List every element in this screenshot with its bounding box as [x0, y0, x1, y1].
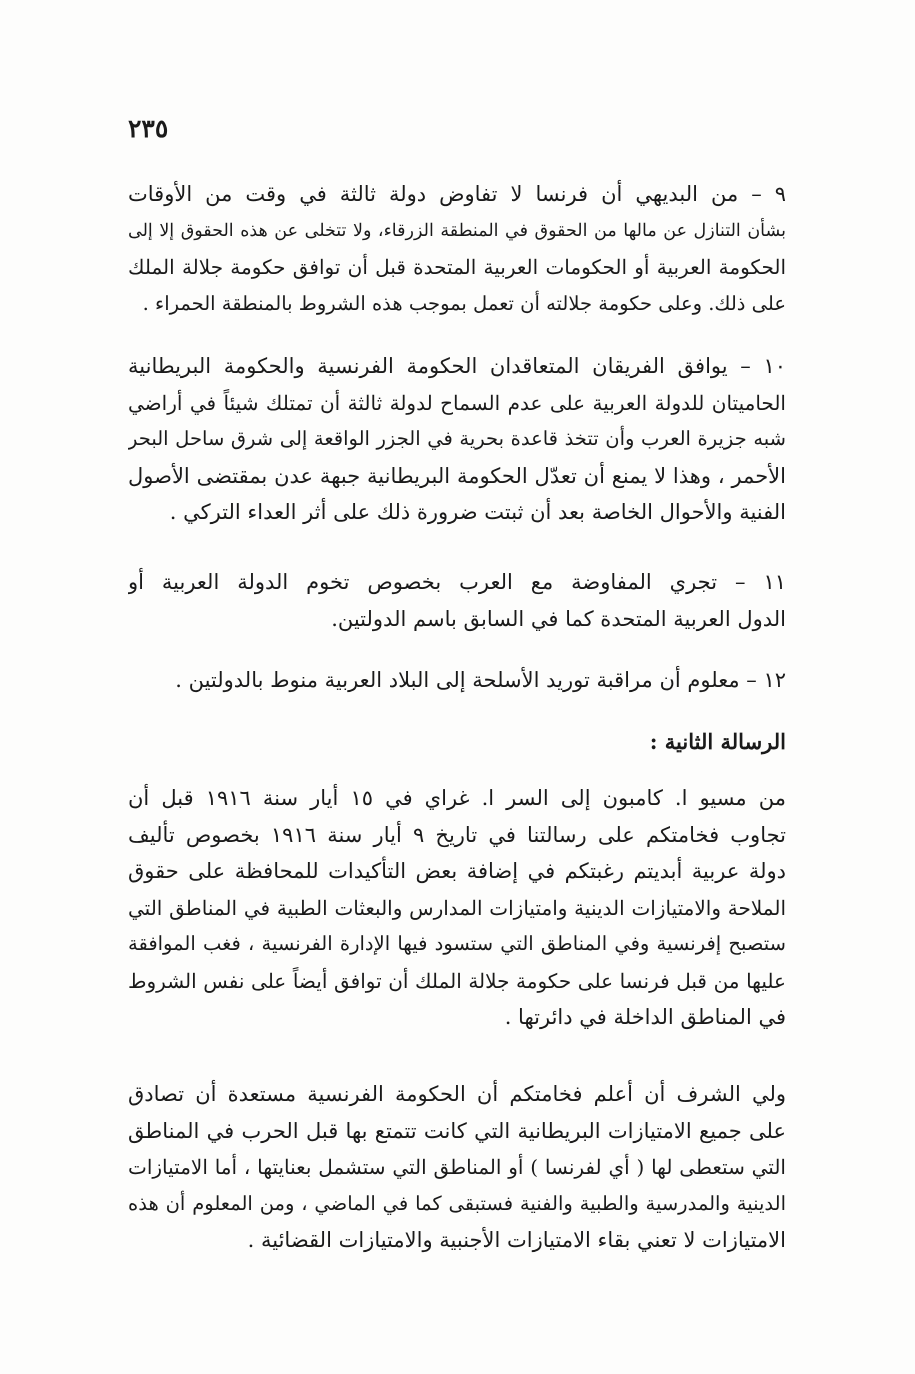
text-line: ٩ً – من البديهي أن فرنسا لا تفاوض دولة ثالثة في وقت من الأوقات	[128, 182, 786, 206]
text-line: عليها من قبل فرنسا على حكومة جلالة الملك أن توافق أيضاً على نفس الشروط	[128, 968, 786, 993]
paragraph-letter-body	[128, 780, 786, 1036]
text-line: التي ستعطى لها ( أي لفرنسا ) أو المناطق التي ستشمل بعنايتها ، أما الامتيازات	[128, 1155, 786, 1179]
paragraph-closing	[128, 1076, 786, 1259]
text-line: ستصبح إفرنسية وفي المناطق التي ستسود فيها الإدارة الفرنسية ، فغب الموافقة	[128, 932, 786, 955]
text-line: على جميع الامتيازات البريطانية التي كانت تتمتع بها قبل الحرب في المناطق	[128, 1118, 786, 1143]
text-line: الحاميتان للدولة العربية على عدم السماح لدولة ثالثة أن تمتلك شيئاً في أراضي	[128, 390, 786, 415]
text-line: الدول العربية المتحدة كما في السابق باسم الدولتين.	[331, 606, 786, 631]
paragraph-item-10	[128, 348, 786, 531]
text-line: دولة عربية أبديتم رغبتكم في إضافة بعض التأكيدات للمحافظة على حقوق	[128, 859, 786, 883]
paragraph-item-9	[128, 176, 786, 322]
text-line: تجاوب فخامتكم على رسالتنا في تاريخ ٩ أيار سنة ١٩١٦ بخصوص تأليف	[128, 822, 786, 847]
page-number: ٢٣٥	[128, 114, 169, 143]
text-line: الدينية والمدرسية والطبية والفنية فستبقى كما في الماضي ، ومن المعلوم أن هذه	[128, 1191, 786, 1215]
paragraph-item-12	[128, 662, 786, 699]
text-line: ١٢ً – معلوم أن مراقبة توريد الأسلحة إلى البلاد العربية منوط بالدولتين .	[175, 668, 786, 692]
text-line: شبه جزيرة العرب وأن تتخذ قاعدة بحرية في الجزر الواقعة إلى شرق ساحل البحر	[128, 427, 786, 450]
text-line: على ذلك. وعلى حكومة جلالته أن تعمل بموجب هذه الشروط بالمنطقة الحمراء .	[142, 291, 786, 315]
text-line: الفنية والأحوال الخاصة بعد أن ثبتت ضرورة ذلك على أثر العداء التركي .	[169, 500, 786, 524]
text-line: ١١ً – تجري المفاوضة مع العرب بخصوص تخوم الدولة العربية أو	[128, 570, 786, 594]
section-heading: الرسالة الثانية :	[649, 729, 786, 754]
text-line: بشأن التنازل عن مالها من الحقوق في المنطقة الزرقاء، ولا تتخلى عن هذه الحقوق إلا إلى	[128, 220, 786, 241]
text-line: الامتيازات لا تعني بقاء الامتيازات الأجنبية والامتيازات القضائية .	[247, 1228, 786, 1252]
text-line: الأحمر ، وهذا لا يمنع أن تعدّل الحكومة البريطانية جبهة عدن بمقتضى الأصول	[128, 463, 786, 488]
text-line: الحكومة العربية أو الحكومات العربية المتحدة قبل أن توافق حكومة جلالة الملك	[128, 255, 786, 279]
text-line: ولي الشرف أن أعلم فخامتكم أن الحكومة الفرنسية مستعدة أن تصادق	[128, 1082, 786, 1106]
paragraph-item-11	[128, 564, 786, 637]
text-line: ١٠ً – يوافق الفريقان المتعاقدان الحكومة الفرنسية والحكومة البريطانية	[128, 354, 786, 378]
text-line: في المناطق الداخلة في دائرتها .	[504, 1005, 786, 1029]
text-line: من مسيو ا. كامبون إلى السر ا. غراي في ١٥ أيار سنة ١٩١٦ قبل أن	[128, 786, 786, 810]
text-line: الملاحة والامتيازات الدينية وامتيازات المدارس والبعثات الطبية في المناطق التي	[128, 895, 786, 920]
